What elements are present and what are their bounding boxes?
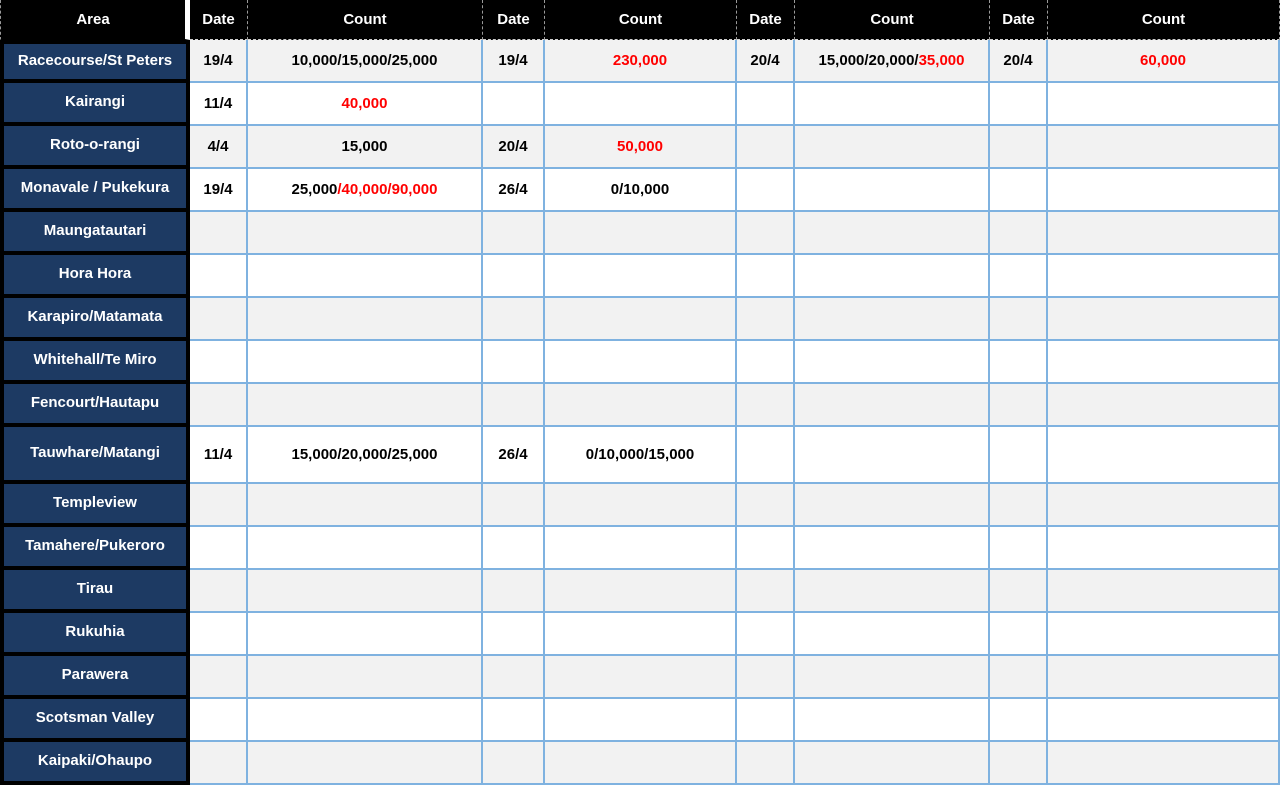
count-cell <box>248 298 483 341</box>
count-segment: 10,000/15,000/25,000 <box>291 52 438 69</box>
count-cell <box>545 83 737 126</box>
count-cell <box>248 613 483 656</box>
count-cell <box>1048 613 1280 656</box>
area-cell: Maungatautari <box>0 212 190 255</box>
count-cell <box>795 169 990 212</box>
count-cell <box>1048 527 1280 570</box>
count-cell <box>795 126 990 169</box>
date-cell <box>483 212 545 255</box>
date-cell <box>990 341 1048 384</box>
count-cell <box>248 484 483 527</box>
count-cell <box>1048 699 1280 742</box>
date-cell: 4/4 <box>190 126 248 169</box>
date-cell <box>990 699 1048 742</box>
header-count-1: Count <box>248 0 483 40</box>
count-cell <box>248 742 483 785</box>
date-cell <box>483 341 545 384</box>
date-cell <box>990 384 1048 427</box>
count-cell <box>248 169 483 212</box>
count-cell <box>1048 570 1280 613</box>
date-cell: 20/4 <box>990 40 1048 83</box>
count-cell <box>1048 255 1280 298</box>
date-cell: 20/4 <box>737 40 795 83</box>
date-cell <box>990 169 1048 212</box>
count-cell <box>795 699 990 742</box>
date-cell <box>990 255 1048 298</box>
count-cell <box>795 570 990 613</box>
count-cell <box>545 699 737 742</box>
area-cell: Tauwhare/Matangi <box>0 427 190 484</box>
date-cell <box>990 427 1048 484</box>
count-cell <box>248 83 483 126</box>
date-cell: 19/4 <box>190 40 248 83</box>
date-cell <box>990 83 1048 126</box>
count-cell <box>545 656 737 699</box>
count-cell <box>545 298 737 341</box>
date-cell <box>990 656 1048 699</box>
area-cell: Parawera <box>0 656 190 699</box>
count-cell <box>545 212 737 255</box>
date-cell <box>990 484 1048 527</box>
count-segment: 230,000 <box>612 52 668 69</box>
date-cell <box>190 341 248 384</box>
count-cell <box>248 255 483 298</box>
count-cell <box>795 298 990 341</box>
count-cell <box>795 742 990 785</box>
count-cell <box>248 384 483 427</box>
count-cell <box>248 126 483 169</box>
date-cell <box>190 384 248 427</box>
count-segment: 15,000 <box>341 138 388 155</box>
date-cell <box>190 742 248 785</box>
count-cell <box>545 384 737 427</box>
count-cell <box>545 341 737 384</box>
date-cell <box>737 298 795 341</box>
date-cell <box>190 298 248 341</box>
date-cell <box>990 742 1048 785</box>
count-segment: /40,000/90,000 <box>337 181 438 198</box>
count-cell <box>1048 83 1280 126</box>
date-cell <box>737 83 795 126</box>
count-cell <box>248 699 483 742</box>
count-cell <box>545 527 737 570</box>
area-cell: Kaipaki/Ohaupo <box>0 742 190 785</box>
date-cell <box>190 656 248 699</box>
count-cell <box>248 427 483 484</box>
area-cell: Racecourse/St Peters <box>0 40 190 83</box>
date-cell <box>483 384 545 427</box>
header-count-2: Count <box>545 0 737 40</box>
count-cell <box>1048 742 1280 785</box>
date-cell <box>737 169 795 212</box>
area-cell: Templeview <box>0 484 190 527</box>
date-cell <box>737 427 795 484</box>
area-cell: Hora Hora <box>0 255 190 298</box>
count-cell <box>545 40 737 83</box>
date-cell <box>737 699 795 742</box>
area-cell: Tamahere/Pukeroro <box>0 527 190 570</box>
count-cell <box>795 255 990 298</box>
count-segment: 15,000/20,000/ <box>818 52 919 69</box>
date-cell <box>737 656 795 699</box>
count-cell <box>1048 126 1280 169</box>
count-cell <box>795 484 990 527</box>
date-cell <box>737 384 795 427</box>
header-date-3: Date <box>737 0 795 40</box>
count-cell <box>795 341 990 384</box>
count-cell <box>795 527 990 570</box>
area-cell: Roto-o-rangi <box>0 126 190 169</box>
date-cell <box>737 527 795 570</box>
count-cell <box>545 613 737 656</box>
count-cell <box>795 656 990 699</box>
date-cell <box>483 656 545 699</box>
date-cell: 20/4 <box>483 126 545 169</box>
count-cell <box>545 484 737 527</box>
date-cell: 19/4 <box>190 169 248 212</box>
date-cell <box>190 255 248 298</box>
date-cell <box>190 570 248 613</box>
date-cell <box>190 613 248 656</box>
area-cell: Rukuhia <box>0 613 190 656</box>
date-cell <box>483 83 545 126</box>
date-cell <box>190 484 248 527</box>
date-cell <box>483 742 545 785</box>
date-cell: 19/4 <box>483 40 545 83</box>
date-cell <box>483 613 545 656</box>
date-cell <box>190 699 248 742</box>
count-cell <box>1048 384 1280 427</box>
header-date-4: Date <box>990 0 1048 40</box>
count-cell <box>545 255 737 298</box>
date-cell <box>483 699 545 742</box>
count-cell <box>248 656 483 699</box>
date-cell <box>737 613 795 656</box>
date-cell <box>483 298 545 341</box>
area-cell: Fencourt/Hautapu <box>0 384 190 427</box>
date-cell <box>990 212 1048 255</box>
count-cell <box>545 126 737 169</box>
date-cell <box>990 126 1048 169</box>
count-segment: 15,000/20,000/25,000 <box>291 446 438 463</box>
date-cell: 26/4 <box>483 169 545 212</box>
date-cell <box>190 527 248 570</box>
count-cell <box>1048 169 1280 212</box>
date-cell: 26/4 <box>483 427 545 484</box>
date-cell <box>737 212 795 255</box>
area-cell: Scotsman Valley <box>0 699 190 742</box>
count-cell <box>1048 427 1280 484</box>
date-cell <box>990 527 1048 570</box>
count-cell <box>795 40 990 83</box>
count-cell <box>795 384 990 427</box>
count-cell <box>795 83 990 126</box>
count-segment: 35,000 <box>918 52 965 69</box>
count-cell <box>545 169 737 212</box>
date-cell: 11/4 <box>190 427 248 484</box>
count-cell <box>248 212 483 255</box>
count-segment: 0/10,000 <box>610 181 670 198</box>
date-cell <box>483 570 545 613</box>
date-cell <box>737 126 795 169</box>
area-cell: Tirau <box>0 570 190 613</box>
count-cell <box>1048 212 1280 255</box>
area-cell: Monavale / Pukekura <box>0 169 190 212</box>
count-segment: 60,000 <box>1140 52 1186 69</box>
header-date-2: Date <box>483 0 545 40</box>
area-cell: Kairangi <box>0 83 190 126</box>
count-cell <box>795 212 990 255</box>
date-cell <box>737 484 795 527</box>
count-cell <box>248 341 483 384</box>
header-count-3: Count <box>795 0 990 40</box>
count-cell <box>1048 656 1280 699</box>
date-cell <box>990 298 1048 341</box>
count-cell <box>248 527 483 570</box>
date-cell <box>190 212 248 255</box>
count-cell <box>1048 484 1280 527</box>
date-cell <box>483 255 545 298</box>
count-segment: 40,000 <box>341 95 388 112</box>
date-cell <box>990 570 1048 613</box>
count-cell <box>248 40 483 83</box>
count-segment: 50,000 <box>617 138 663 155</box>
header-date-1: Date <box>190 0 248 40</box>
count-cell <box>248 570 483 613</box>
count-cell <box>1048 40 1280 83</box>
date-cell <box>483 484 545 527</box>
area-cell: Whitehall/Te Miro <box>0 341 190 384</box>
date-cell <box>737 742 795 785</box>
date-cell <box>737 570 795 613</box>
header-area: Area <box>0 0 190 40</box>
count-cell <box>1048 341 1280 384</box>
count-cell <box>545 570 737 613</box>
date-cell <box>990 613 1048 656</box>
date-cell <box>737 341 795 384</box>
count-cell <box>795 613 990 656</box>
date-cell <box>737 255 795 298</box>
area-cell: Karapiro/Matamata <box>0 298 190 341</box>
count-cell <box>545 742 737 785</box>
count-cell <box>795 427 990 484</box>
count-segment: 0/10,000/15,000 <box>585 446 695 463</box>
date-cell <box>483 527 545 570</box>
header-count-4: Count <box>1048 0 1280 40</box>
count-cell <box>1048 298 1280 341</box>
count-cell <box>545 427 737 484</box>
date-cell: 11/4 <box>190 83 248 126</box>
count-segment: 25,000 <box>291 181 338 198</box>
